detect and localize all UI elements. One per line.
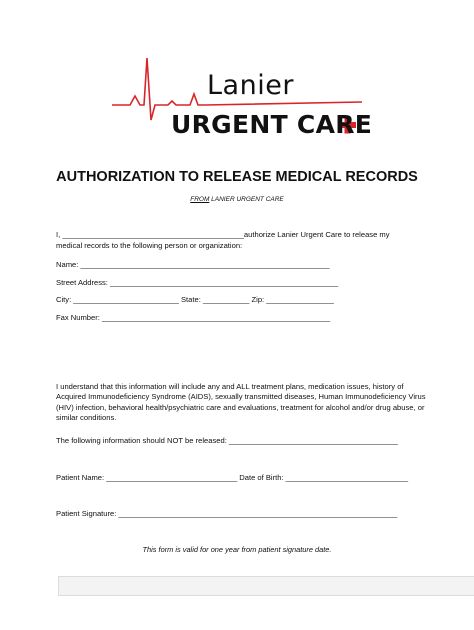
name-field[interactable]: Name: ___________________________________________________________	[56, 260, 330, 269]
fax-number-field[interactable]: Fax Number: ______________________________________________________	[56, 313, 331, 322]
patient-signature-field[interactable]: Patient Signature: __________________________________________________________________	[56, 509, 398, 518]
from-prefix: FROM	[190, 196, 210, 203]
logo-subtitle: URGENT CARE	[171, 110, 373, 139]
from-line	[0, 196, 474, 203]
authorize-line-2: medical records to the following person or organization:	[56, 241, 243, 250]
city-state-zip-field[interactable]: City: _________________________ State: ___________ Zip: ________________	[56, 295, 334, 304]
validity-note: This form is valid for one year from patient signature date.	[142, 545, 332, 554]
not-released-field[interactable]: The following information should NOT be released: ________________________________________	[56, 436, 398, 445]
logo-name: Lanier	[207, 70, 294, 101]
page-title: AUTHORIZATION TO RELEASE MEDICAL RECORDS	[56, 169, 418, 185]
patient-name-dob-field[interactable]: Patient Name: _______________________________ Date of Birth: _____________________________	[56, 473, 409, 482]
from-rest: LANIER URGENT CARE	[209, 196, 284, 203]
authorize-line[interactable]: I, ___________________________________________authorize Lanier Urgent Care to release my	[56, 230, 390, 239]
footer-bar	[58, 576, 474, 596]
disclosure-paragraph: I understand that this information will include any and ALL treatment plans, medication issues, history of Acquired Immunodeficiency Syndrome (AIDS), sexually transmitted diseases, Human Immunodeficiency Virus (HIV) infection, behavioral health/psychiatric care and evaluations, treatment for alcohol and/or drug abuse, or similar conditions.	[56, 382, 426, 423]
street-address-field[interactable]: Street Address: ______________________________________________________	[56, 278, 339, 287]
